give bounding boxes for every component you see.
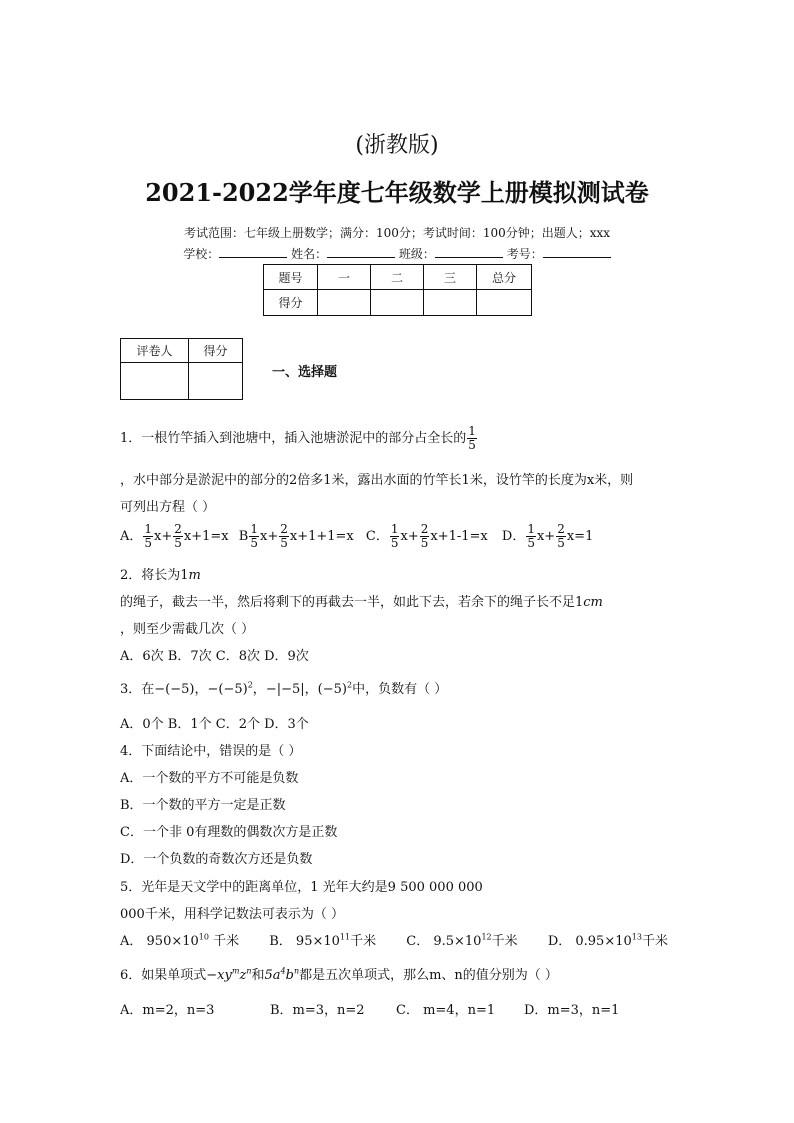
q4-option-a[interactable]: A．一个数的平方不可能是负数 xyxy=(120,771,299,786)
q4-option-b[interactable]: B．一个数的平方一定是正数 xyxy=(120,798,286,813)
student-fields xyxy=(0,245,794,262)
q6-stem: 6．如果单项式$-xy^mz^n$和$5a^4b^n$都是五次单项式，那么m、n的值分别为（ ） xyxy=(120,966,558,983)
q5-option-c[interactable]: C． $9.5\times 10^{12}$千米 xyxy=(406,932,518,949)
class-blank[interactable] xyxy=(435,245,503,258)
q6-option-a[interactable]: A．m=2，n=3 xyxy=(120,1003,215,1018)
score-table-header: 题号 xyxy=(264,265,318,290)
q6-option-b[interactable]: B．m=3，n=2 xyxy=(270,1003,365,1018)
q4-stem: 4．下面结论中，错误的是（ ） xyxy=(120,744,302,759)
q5-option-a[interactable]: A． $950\times 10^{10}$ 千米 xyxy=(120,932,240,949)
q5-options xyxy=(120,930,668,949)
q4-option-d[interactable]: D．一个负数的奇数次方还是负数 xyxy=(120,852,313,867)
name-blank[interactable] xyxy=(327,245,395,258)
q6-option-d[interactable]: D．m=3，n=1 xyxy=(524,1003,620,1018)
q6-options xyxy=(120,999,619,1018)
q5-option-d[interactable]: D． $0.95\times 10^{13}$千米 xyxy=(547,932,668,949)
score-table xyxy=(263,264,532,316)
edition-subtitle: (浙教版) xyxy=(355,133,439,158)
q1-stem xyxy=(120,425,478,452)
exam-number-label: 考号： xyxy=(506,247,543,261)
score-cell[interactable] xyxy=(424,290,477,316)
q2-stem: 2．将长为1m xyxy=(120,568,201,583)
score-row-label: 得分 xyxy=(264,290,318,316)
exam-info: 考试范围：七年级上册数学；满分：100分；考试时间：100分钟；出题人；xxx xyxy=(183,226,611,240)
exam-number-blank[interactable] xyxy=(543,245,611,258)
q5-line2: 000千米，用科学记数法可表示为（ ） xyxy=(120,907,344,922)
score-table-header: 一 xyxy=(318,265,371,290)
school-blank[interactable] xyxy=(219,245,287,258)
q2-line3: ，则至少需截几次（ ） xyxy=(120,622,255,637)
score-table-header: 三 xyxy=(424,265,477,290)
q3-stem: 3．在−(−5)，$-(-5)^2$，−|−5|，$(-5)^2$中，负数有（ ） xyxy=(120,680,448,697)
grader-table xyxy=(120,338,243,400)
q1-option-c[interactable]: C． $\frac{1}{5}$ x+ $\frac{2}{5}$ x+1-1=x xyxy=(365,522,488,550)
grader-cell[interactable] xyxy=(121,363,189,400)
school-label: 学校： xyxy=(183,247,220,261)
grader-header: 得分 xyxy=(189,339,243,363)
q5-stem: 5．光年是天文学中的距离单位，1 光年大约是9 500 000 000 xyxy=(120,880,483,895)
q2-options: A．6次 B．7次 C．8次 D．9次 xyxy=(120,649,309,664)
q1-line2: ，水中部分是淤泥中的部分的2倍多1米，露出水面的竹竿长1米，设竹竿的长度为x米，则 xyxy=(120,473,634,488)
q1-option-a[interactable]: A． $\frac{1}{5}$ x+ $\frac{2}{5}$ x+1=x xyxy=(120,522,229,550)
q4-option-c[interactable]: C．一个非 0有理数的偶数次方是正数 xyxy=(120,825,338,840)
q1-options xyxy=(120,523,593,550)
score-table-header: 总分 xyxy=(477,265,532,290)
q1-fraction: $\frac{1}{5}$ xyxy=(468,424,476,452)
grader-cell[interactable] xyxy=(189,363,243,400)
q6-option-c[interactable]: C． m=4，n=1 xyxy=(396,1003,496,1018)
score-cell[interactable] xyxy=(477,290,532,316)
q3-options: A．0个 B．1个 C．2个 D．3个 xyxy=(120,717,309,732)
score-cell[interactable] xyxy=(318,290,371,316)
q1-text: 1．一根竹竿插入到池塘中，插入池塘淤泥中的部分占全长的 xyxy=(120,431,467,446)
score-cell[interactable] xyxy=(371,290,424,316)
q1-option-b[interactable]: B $\frac{1}{5}$ x+ $\frac{2}{5}$ x+1+1=x xyxy=(238,522,354,550)
grader-header: 评卷人 xyxy=(121,339,189,363)
score-table-header: 二 xyxy=(371,265,424,290)
q1-line3: 可列出方程（ ） xyxy=(120,500,216,515)
section-heading: 一、选择题 xyxy=(272,365,338,380)
page-title: 2021-2022学年度七年级数学上册模拟测试卷 xyxy=(145,178,649,207)
q1-option-d[interactable]: D． $\frac{1}{5}$ x+ $\frac{2}{5}$ x=1 xyxy=(501,522,594,550)
name-label: 姓名： xyxy=(291,247,328,261)
class-label: 班级： xyxy=(398,247,435,261)
q2-line2: 的绳子，截去一半，然后将剩下的再截去一半，如此下去，若余下的绳子长不足1cm xyxy=(120,595,603,610)
q5-option-b[interactable]: B． $95\times 10^{11}$千米 xyxy=(269,932,377,949)
